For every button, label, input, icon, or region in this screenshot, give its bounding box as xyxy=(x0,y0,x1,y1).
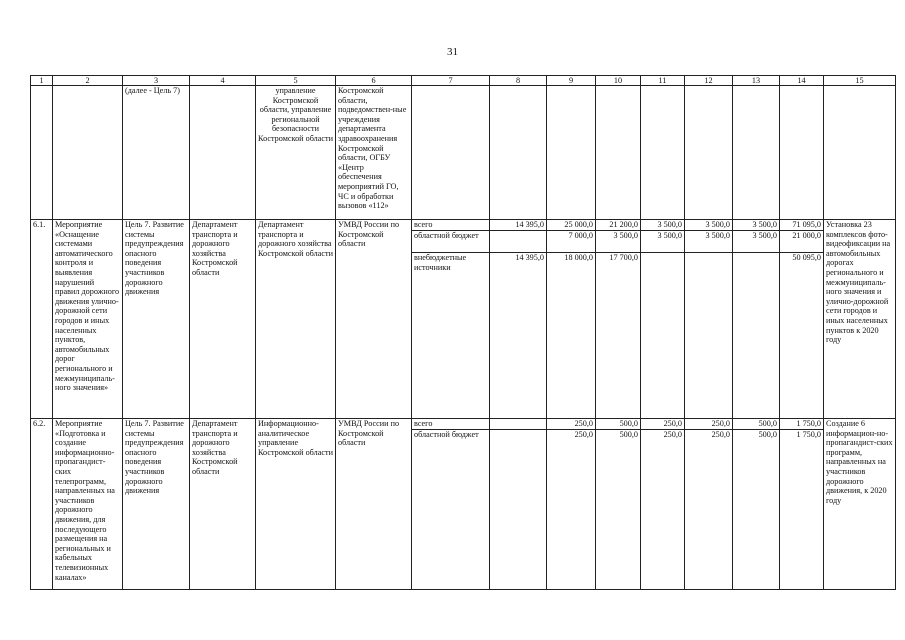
col-header: 3 xyxy=(123,76,190,86)
measure-name: Мероприятие «Подготовка и создание информационно-пропагандист-ских телепрограмм, направленных на участников дорожного движения, для последующего размещения на региональных и кабельных телевизионных каналах» xyxy=(53,419,123,590)
goal-cell: Цель 7. Развитие системы предупреждения опасного поведения участников дорожного движения xyxy=(123,220,190,419)
amount-cell xyxy=(490,419,547,590)
co-executor-cell: управление Костромской области, управление региональной безопасности Костромской области xyxy=(256,86,336,220)
column-number-row xyxy=(31,76,896,86)
participant-cell: УМВД России по Костромской области xyxy=(336,419,412,590)
amount-cell: 250,0 250,0 xyxy=(641,419,685,590)
table-row xyxy=(31,86,896,220)
row-number: 6.1. xyxy=(31,220,53,419)
col-header: 7 xyxy=(412,76,490,86)
col-header: 1 xyxy=(31,76,53,86)
col-header: 9 xyxy=(547,76,596,86)
program-table xyxy=(30,75,896,590)
table-row xyxy=(31,220,896,419)
participant-cell: УМВД России по Костромской области xyxy=(336,220,412,419)
amount-cell: 14 395,0 14 395,0 xyxy=(490,220,547,419)
participant-cell: Костромской области, подведомствен-ные учреждения департамента здравоохранения Костромской области, ОГБУ «Центр обеспечения мероприятий ГО, ЧС и обработки вызовов «112» xyxy=(336,86,412,220)
amount-cell: 25 000,0 7 000,0 18 000,0 xyxy=(547,220,596,419)
page-number: 31 xyxy=(447,46,458,58)
co-executor-cell: Департамент транспорта и дорожного хозяйства Костромской области xyxy=(256,220,336,419)
col-header: 6 xyxy=(336,76,412,86)
executor-cell: Департамент транспорта и дорожного хозяйства Костромской области xyxy=(190,220,256,419)
col-header: 12 xyxy=(685,76,733,86)
col-header: 10 xyxy=(596,76,641,86)
amount-cell: 1 750,0 1 750,0 xyxy=(780,419,824,590)
amount-cell: 500,0 500,0 xyxy=(733,419,780,590)
amount-cell: 71 095,0 21 000,0 50 095,0 xyxy=(780,220,824,419)
col-header: 15 xyxy=(824,76,896,86)
col-header: 4 xyxy=(190,76,256,86)
executor-cell: Департамент транспорта и дорожного хозяйства Костромской области xyxy=(190,419,256,590)
row-number: 6.2. xyxy=(31,419,53,590)
goal-cell: Цель 7. Развитие системы предупреждения опасного поведения участников дорожного движения xyxy=(123,419,190,590)
col-header: 5 xyxy=(256,76,336,86)
amount-cell: 3 500,0 3 500,0 xyxy=(685,220,733,419)
amount-cell: 21 200,0 3 500,0 17 700,0 xyxy=(596,220,641,419)
result-cell: Создание 6 информацион-но-пропагандист-ских программ, направленных на участников дорожного движения, к 2020 году xyxy=(824,419,896,590)
goal-cell: (далее - Цель 7) xyxy=(123,86,190,220)
amount-cell: 250,0 250,0 xyxy=(685,419,733,590)
amount-cell: 3 500,0 3 500,0 xyxy=(733,220,780,419)
col-header: 13 xyxy=(733,76,780,86)
amount-cell: 500,0 500,0 xyxy=(596,419,641,590)
col-header: 14 xyxy=(780,76,824,86)
result-cell: Установка 23 комплексов фото-видеофиксации на автомобильных дорогах регионального и межмуниципаль-ного значения и улично-дорожной сети городов и иных населенных пунктов к 2020 году xyxy=(824,220,896,419)
col-header: 11 xyxy=(641,76,685,86)
co-executor-cell: Информационно-аналитическое управление Костромской области xyxy=(256,419,336,590)
col-header: 8 xyxy=(490,76,547,86)
measure-name: Мероприятие «Оснащение системами автоматического контроля и выявления нарушений правил дорожного движения улично-дорожной сети городов и иных населенных пунктов, автомобильных дорог регионального и межмуниципаль-ного значения» xyxy=(53,220,123,419)
amount-cell: 3 500,0 3 500,0 xyxy=(641,220,685,419)
amount-cell: 250,0 250,0 xyxy=(547,419,596,590)
funding-source-cell: всего областной бюджет внебюджетные источники xyxy=(412,220,490,419)
table-row xyxy=(31,419,896,590)
col-header: 2 xyxy=(53,76,123,86)
funding-source-cell: всего областной бюджет xyxy=(412,419,490,590)
